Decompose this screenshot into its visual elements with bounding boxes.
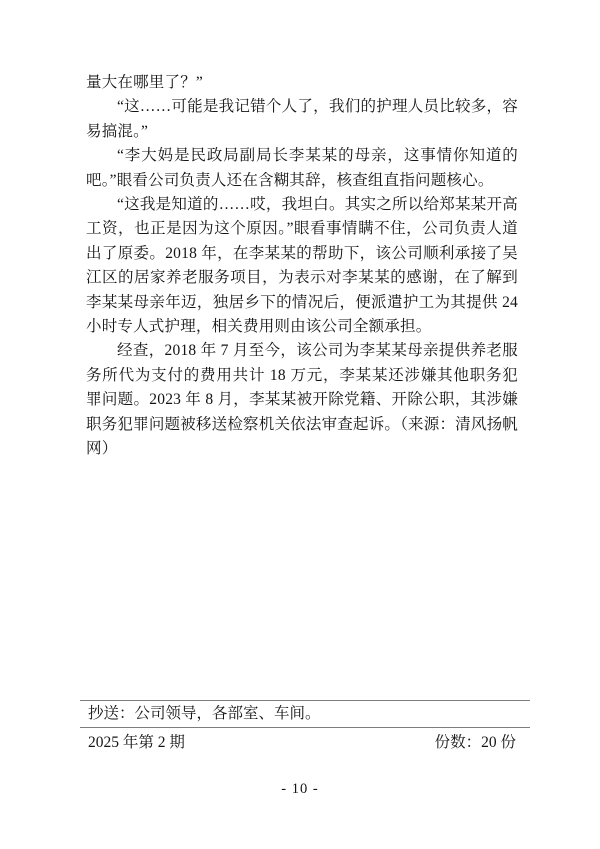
document-footer — [80, 700, 530, 752]
cc-line: 抄送：公司领导，各部室、车间。 — [88, 705, 321, 722]
paragraph-continuation: 量大在哪里了？” — [86, 74, 203, 91]
paragraph: “这我是知道的……哎，我坦白。其实之所以给郑某某开高工资，也正是因为这个原因。”眼看事情瞒不住，公司负责人道出了原委。2018 年，在李某某的帮助下，该公司顺利承接了吴江区的居家养老服务项目，为表示对李某某的感谢，在了解到李某某母亲年迈，独居乡下的情况后，便派遣护工为其提供 24 小时专人式护理，相关费用则由该公司全额承担。 — [86, 196, 518, 336]
paragraph: “这……可能是我记错个人了，我们的护理人员比较多，容易搞混。” — [86, 98, 518, 140]
issue-number: 2025 年第 2 期 — [88, 734, 185, 751]
copies-count: 份数：20 份 — [434, 734, 516, 751]
paragraph: “李大妈是民政局副局长李某某的母亲，这事情你知道的吧。”眼看公司负责人还在含糊其辞，核查组直指问题核心。 — [86, 147, 518, 189]
issue-row — [80, 728, 530, 752]
document-body — [86, 71, 518, 462]
page-number: - 10 - — [281, 781, 319, 797]
paragraph: 经查，2018 年 7 月至今，该公司为李某某母亲提供养老服务所代为支付的费用共计 18 万元，李某某还涉嫌其他职务犯罪问题。2023 年 8 月，李某某被开除党籍、开除公职，其涉嫌职务犯罪问题被移送检察机关依法审查起诉。（来源：清风扬帆网） — [86, 342, 518, 458]
